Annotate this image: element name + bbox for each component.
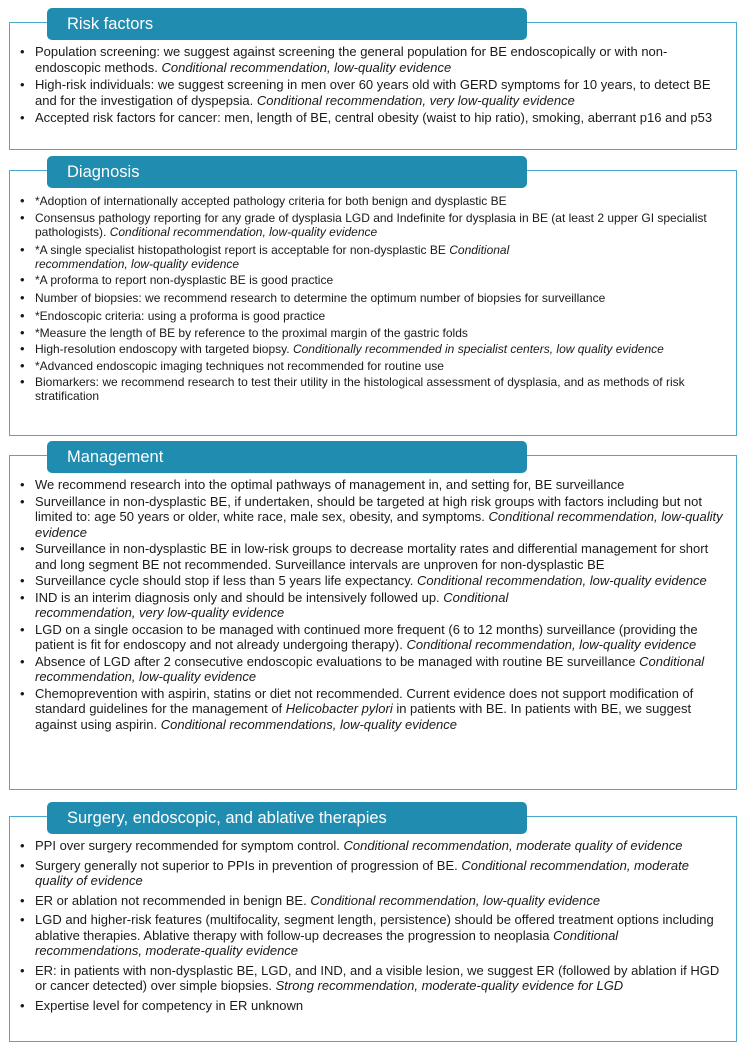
list-item: • Chemoprevention with aspirin, statins or diet not recommended. Current evidence does not support modification of standard guidelines for the management of Helicobacter pylori in patients with BE. In patients with BE, we suggest against using aspirin. Conditional recommendations, low-quality evidence bbox=[9, 686, 737, 733]
list-item: • Consensus pathology reporting for any grade of dysplasia LGD and Indefinite for dysplasia in BE (at least 2 upper GI specialist pathologists). Conditional recommendation, low-quality evidence bbox=[9, 211, 737, 239]
list-item: • Surveillance in non-dysplastic BE, if undertaken, should be targeted at high risk groups with factors including but not limited to: age 50 years or older, white race, male sex, obesity, and symptoms. Conditional recommendation, low-quality evidence bbox=[9, 494, 737, 541]
list-item: • LGD and higher-risk features (multifocality, segment length, persistence) should be offered treatment options including ablative therapies. Ablative therapy with follow-up decreases the progression to neoplasia Conditional recommendations, moderate-quality evidence bbox=[9, 912, 737, 959]
item-list bbox=[9, 838, 737, 1017]
list-item: • PPI over surgery recommended for symptom control. Conditional recommendation, moderate quality of evidence bbox=[9, 838, 737, 854]
list-item: • Surgery generally not superior to PPIs in prevention of progression of BE. Conditional recommendation, moderate quality of evidence bbox=[9, 858, 737, 889]
list-item: • *A proforma to report non-dysplastic BE is good practice bbox=[9, 273, 737, 287]
list-item: • We recommend research into the optimal pathways of management in, and setting for, BE surveillance bbox=[9, 477, 737, 493]
list-item: • *Adoption of internationally accepted pathology criteria for both benign and dysplastic BE bbox=[9, 194, 737, 208]
list-item: • *Endoscopic criteria: using a proforma is good practice bbox=[9, 309, 737, 323]
section-title: Management bbox=[47, 441, 527, 473]
section-title: Risk factors bbox=[47, 8, 527, 40]
list-item: • Number of biopsies: we recommend research to determine the optimum number of biopsies for surveillance bbox=[9, 291, 737, 305]
section-risk-factors bbox=[9, 8, 737, 150]
list-item: • LGD on a single occasion to be managed with continued more frequent (6 to 12 months) surveillance (providing the patient is fit for endoscopy and not already undergoing therapy). Conditional recommendation, low-quality evidence bbox=[9, 622, 737, 653]
list-item: • Absence of LGD after 2 consecutive endoscopic evaluations to be managed with routine BE surveillance Conditional recommendation, low-quality evidence bbox=[9, 654, 737, 685]
list-item: • Biomarkers: we recommend research to test their utility in the histological assessment of dysplasia, and as methods of risk stratification bbox=[9, 375, 737, 403]
list-item: • High-resolution endoscopy with targeted biopsy. Conditionally recommended in specialist centers, low quality evidence bbox=[9, 342, 737, 356]
section-management bbox=[9, 441, 737, 790]
list-item: • IND is an interim diagnosis only and should be intensively followed up. Conditional recommendation, very low-quality evidence bbox=[9, 590, 737, 621]
list-item: • Surveillance cycle should stop if less than 5 years life expectancy. Conditional recommendation, low-quality evidence bbox=[9, 573, 737, 589]
list-item: • *Measure the length of BE by reference to the proximal margin of the gastric folds bbox=[9, 326, 737, 340]
section-title: Surgery, endoscopic, and ablative therapies bbox=[47, 802, 527, 834]
list-item: • ER: in patients with non-dysplastic BE, LGD, and IND, and a visible lesion, we suggest ER (followed by ablation if HGD or cancer detected) over simple biopsies. Strong recommendation, moderate-quality evidence for LGD bbox=[9, 963, 737, 994]
item-list bbox=[9, 477, 737, 733]
section-title: Diagnosis bbox=[47, 156, 527, 188]
list-item: • Population screening: we suggest against screening the general population for BE endoscopically or with non-endoscopic methods. Conditional recommendation, low-quality evidence bbox=[9, 44, 737, 75]
list-item: • Expertise level for competency in ER unknown bbox=[9, 998, 737, 1014]
item-list bbox=[9, 194, 737, 406]
section-diagnosis bbox=[9, 156, 737, 436]
item-list bbox=[9, 44, 737, 128]
list-item: • *Advanced endoscopic imaging techniques not recommended for routine use bbox=[9, 359, 737, 373]
list-item: • Surveillance in non-dysplastic BE in low-risk groups to decrease mortality rates and differential management for short and long segment BE not recommended. Surveillance intervals are unproven for non-dysplastic BE bbox=[9, 541, 737, 572]
list-item: • *A single specialist histopathologist report is acceptable for non-dysplastic BE Conditional recommendation, low-quality evidence bbox=[9, 243, 737, 271]
list-item: • Accepted risk factors for cancer: men, length of BE, central obesity (waist to hip ratio), smoking, aberrant p16 and p53 bbox=[9, 110, 737, 126]
list-item: • ER or ablation not recommended in benign BE. Conditional recommendation, low-quality evidence bbox=[9, 893, 737, 909]
section-surgery-therapies bbox=[9, 802, 737, 1042]
list-item: • High-risk individuals: we suggest screening in men over 60 years old with GERD symptoms for 10 years, to detect BE and for the investigation of dyspepsia. Conditional recommendation, very low-quality evidence bbox=[9, 77, 737, 108]
